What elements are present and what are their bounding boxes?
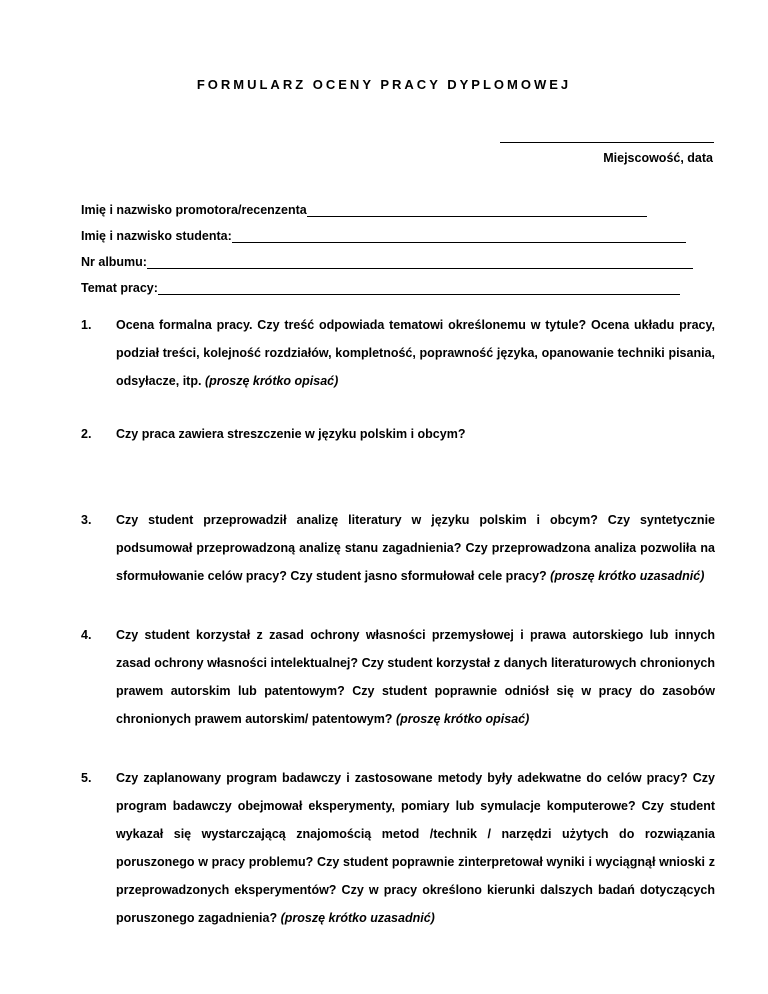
student-name-field xyxy=(81,229,686,243)
supervisor-name-label: Imię i nazwisko promotora/recenzenta xyxy=(81,203,307,217)
question-1 xyxy=(81,311,715,395)
question-number: 3. xyxy=(81,513,92,527)
question-number: 5. xyxy=(81,771,92,785)
page-title: FORMULARZ OCENY PRACY DYPLOMOWEJ xyxy=(196,77,572,92)
supervisor-name-blank[interactable] xyxy=(307,204,647,217)
place-date-label: Miejscowość, data xyxy=(603,151,713,165)
question-hint: (proszę krótko opisać) xyxy=(395,712,530,726)
question-hint: (proszę krótko uzasadnić) xyxy=(280,911,435,925)
question-4 xyxy=(81,621,715,733)
question-text: Czy praca zawiera streszczenie w języku polskim i obcym? xyxy=(116,427,466,441)
album-number-field xyxy=(81,255,693,269)
question-text: Czy student korzystał z zasad ochrony własności przemysłowej i prawa autorskiego lub innych zasad ochrony własności intelektualnej? Czy student korzystał z danych literaturowych chronionych prawem autorskim lub patentowym? Czy student poprawnie odniósł się w pracy do zasobów chronionych prawem autorskim/ patentowym? xyxy=(116,628,715,726)
question-number: 2. xyxy=(81,427,92,441)
album-number-blank[interactable] xyxy=(147,256,693,269)
question-hint: (proszę krótko uzasadnić) xyxy=(550,569,705,583)
question-text: Czy zaplanowany program badawczy i zastosowane metody były adekwatne do celów pracy? Czy program badawczy obejmował eksperymenty, pomiary lub symulacje komputerowe? Czy student wykazał się wystarczającą znajomością metod /technik / narzędzi użytych do rozwiązania poruszonego w pracy problemu? Czy student poprawnie zinterpretował wyniki i wyciągnął wnioski z przeprowadzonych eksperymentów? Czy w pracy określono kierunki dalszych badań dotyczących poruszonego zagadnienia? xyxy=(116,771,715,925)
question-text: Ocena formalna pracy. Czy treść odpowiada tematowi określonemu w tytule? Ocena układu pracy, podział treści, kolejność rozdziałów, kompletność, poprawność języka, opanowanie techniki pisania, odsyłacze, itp. xyxy=(116,318,715,388)
question-number: 4. xyxy=(81,628,92,642)
question-text: Czy student przeprowadził analizę literatury w języku polskim i obcym? Czy syntetycznie podsumował przeprowadzoną analizę stanu zagadnienia? Czy przeprowadzona analiza pozwoliła na sformułowanie celów pracy? Czy student jasno sformułował cele pracy? xyxy=(116,513,715,583)
thesis-topic-label: Temat pracy: xyxy=(81,281,158,295)
student-name-label: Imię i nazwisko studenta: xyxy=(81,229,232,243)
question-3 xyxy=(81,506,715,590)
question-number: 1. xyxy=(81,318,92,332)
question-2 xyxy=(81,420,715,448)
thesis-topic-field xyxy=(81,281,680,295)
question-hint: (proszę krótko opisać) xyxy=(204,374,339,388)
place-date-blank[interactable] xyxy=(500,132,714,143)
album-number-label: Nr albumu: xyxy=(81,255,147,269)
student-name-blank[interactable] xyxy=(232,230,686,243)
question-5 xyxy=(81,764,715,932)
thesis-topic-blank[interactable] xyxy=(158,282,680,295)
supervisor-name-field xyxy=(81,203,647,217)
